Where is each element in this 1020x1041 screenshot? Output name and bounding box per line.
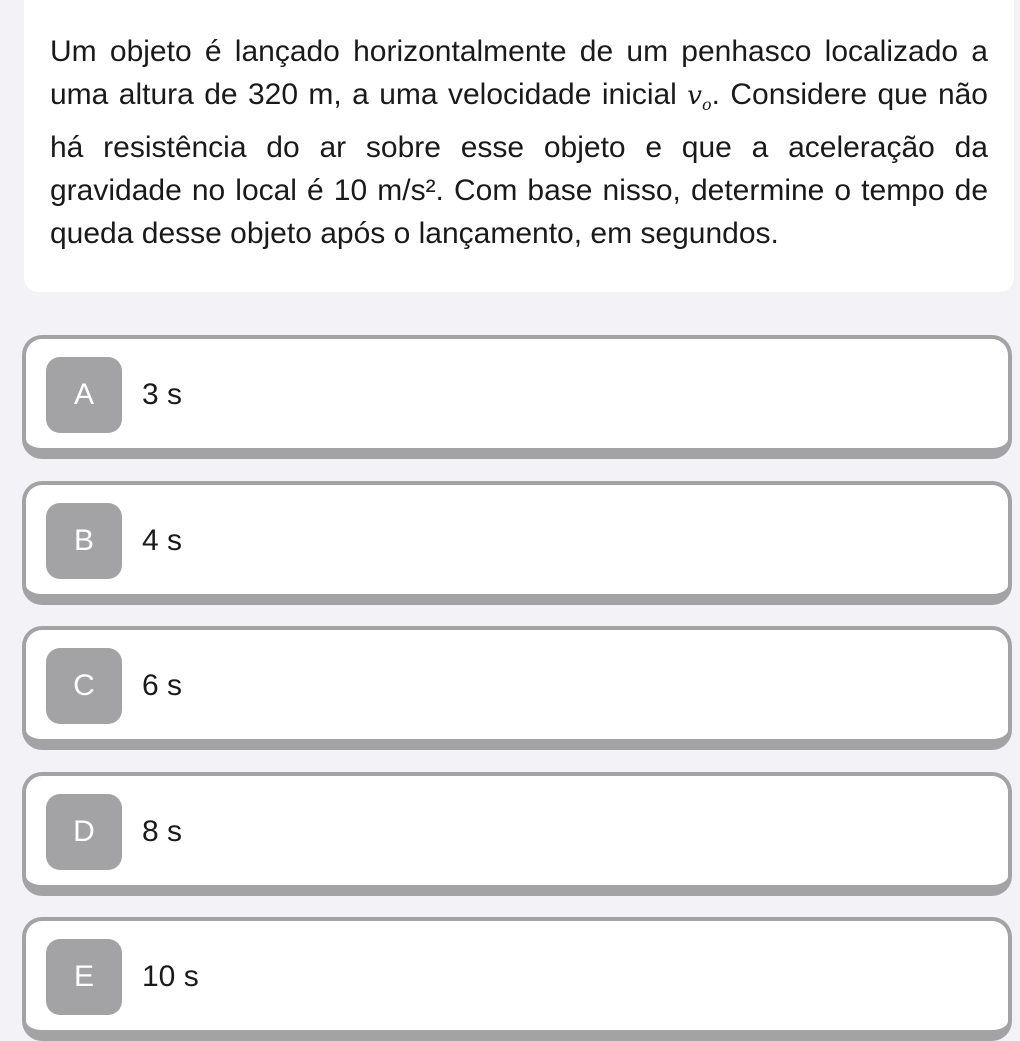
question-text-before: Um objeto é lançado horizontalmente de um penhasco localizado a uma altura de 320 m, a uma velocidade inicial [50, 35, 988, 111]
option-letter-a: A [46, 357, 122, 433]
option-letter-d: D [46, 794, 122, 870]
option-letter-e: E [46, 939, 122, 1015]
option-letter-b: B [46, 503, 122, 579]
initial-velocity-symbol: $v_o$ [687, 81, 712, 115]
question-text [50, 30, 988, 255]
question-text-after: . Considere que não há resistência do ar sobre esse objeto e que a aceleração da gravidade no local é 10 m/s². Com base nisso, determine o tempo de queda desse objeto após o lançamento, em segundos. [50, 78, 988, 251]
option-text-e: 10 s [142, 960, 199, 993]
option-d[interactable] [22, 772, 1012, 896]
option-text-a: 3 s [142, 378, 183, 411]
question-card [24, 0, 1014, 292]
option-a[interactable] [22, 335, 1012, 459]
option-c[interactable] [22, 626, 1012, 750]
option-letter-c: C [46, 648, 122, 724]
option-b[interactable] [22, 481, 1012, 605]
option-e[interactable] [22, 917, 1012, 1041]
option-text-b: 4 s [142, 524, 183, 557]
option-text-d: 8 s [142, 815, 183, 848]
option-text-c: 6 s [142, 669, 183, 702]
